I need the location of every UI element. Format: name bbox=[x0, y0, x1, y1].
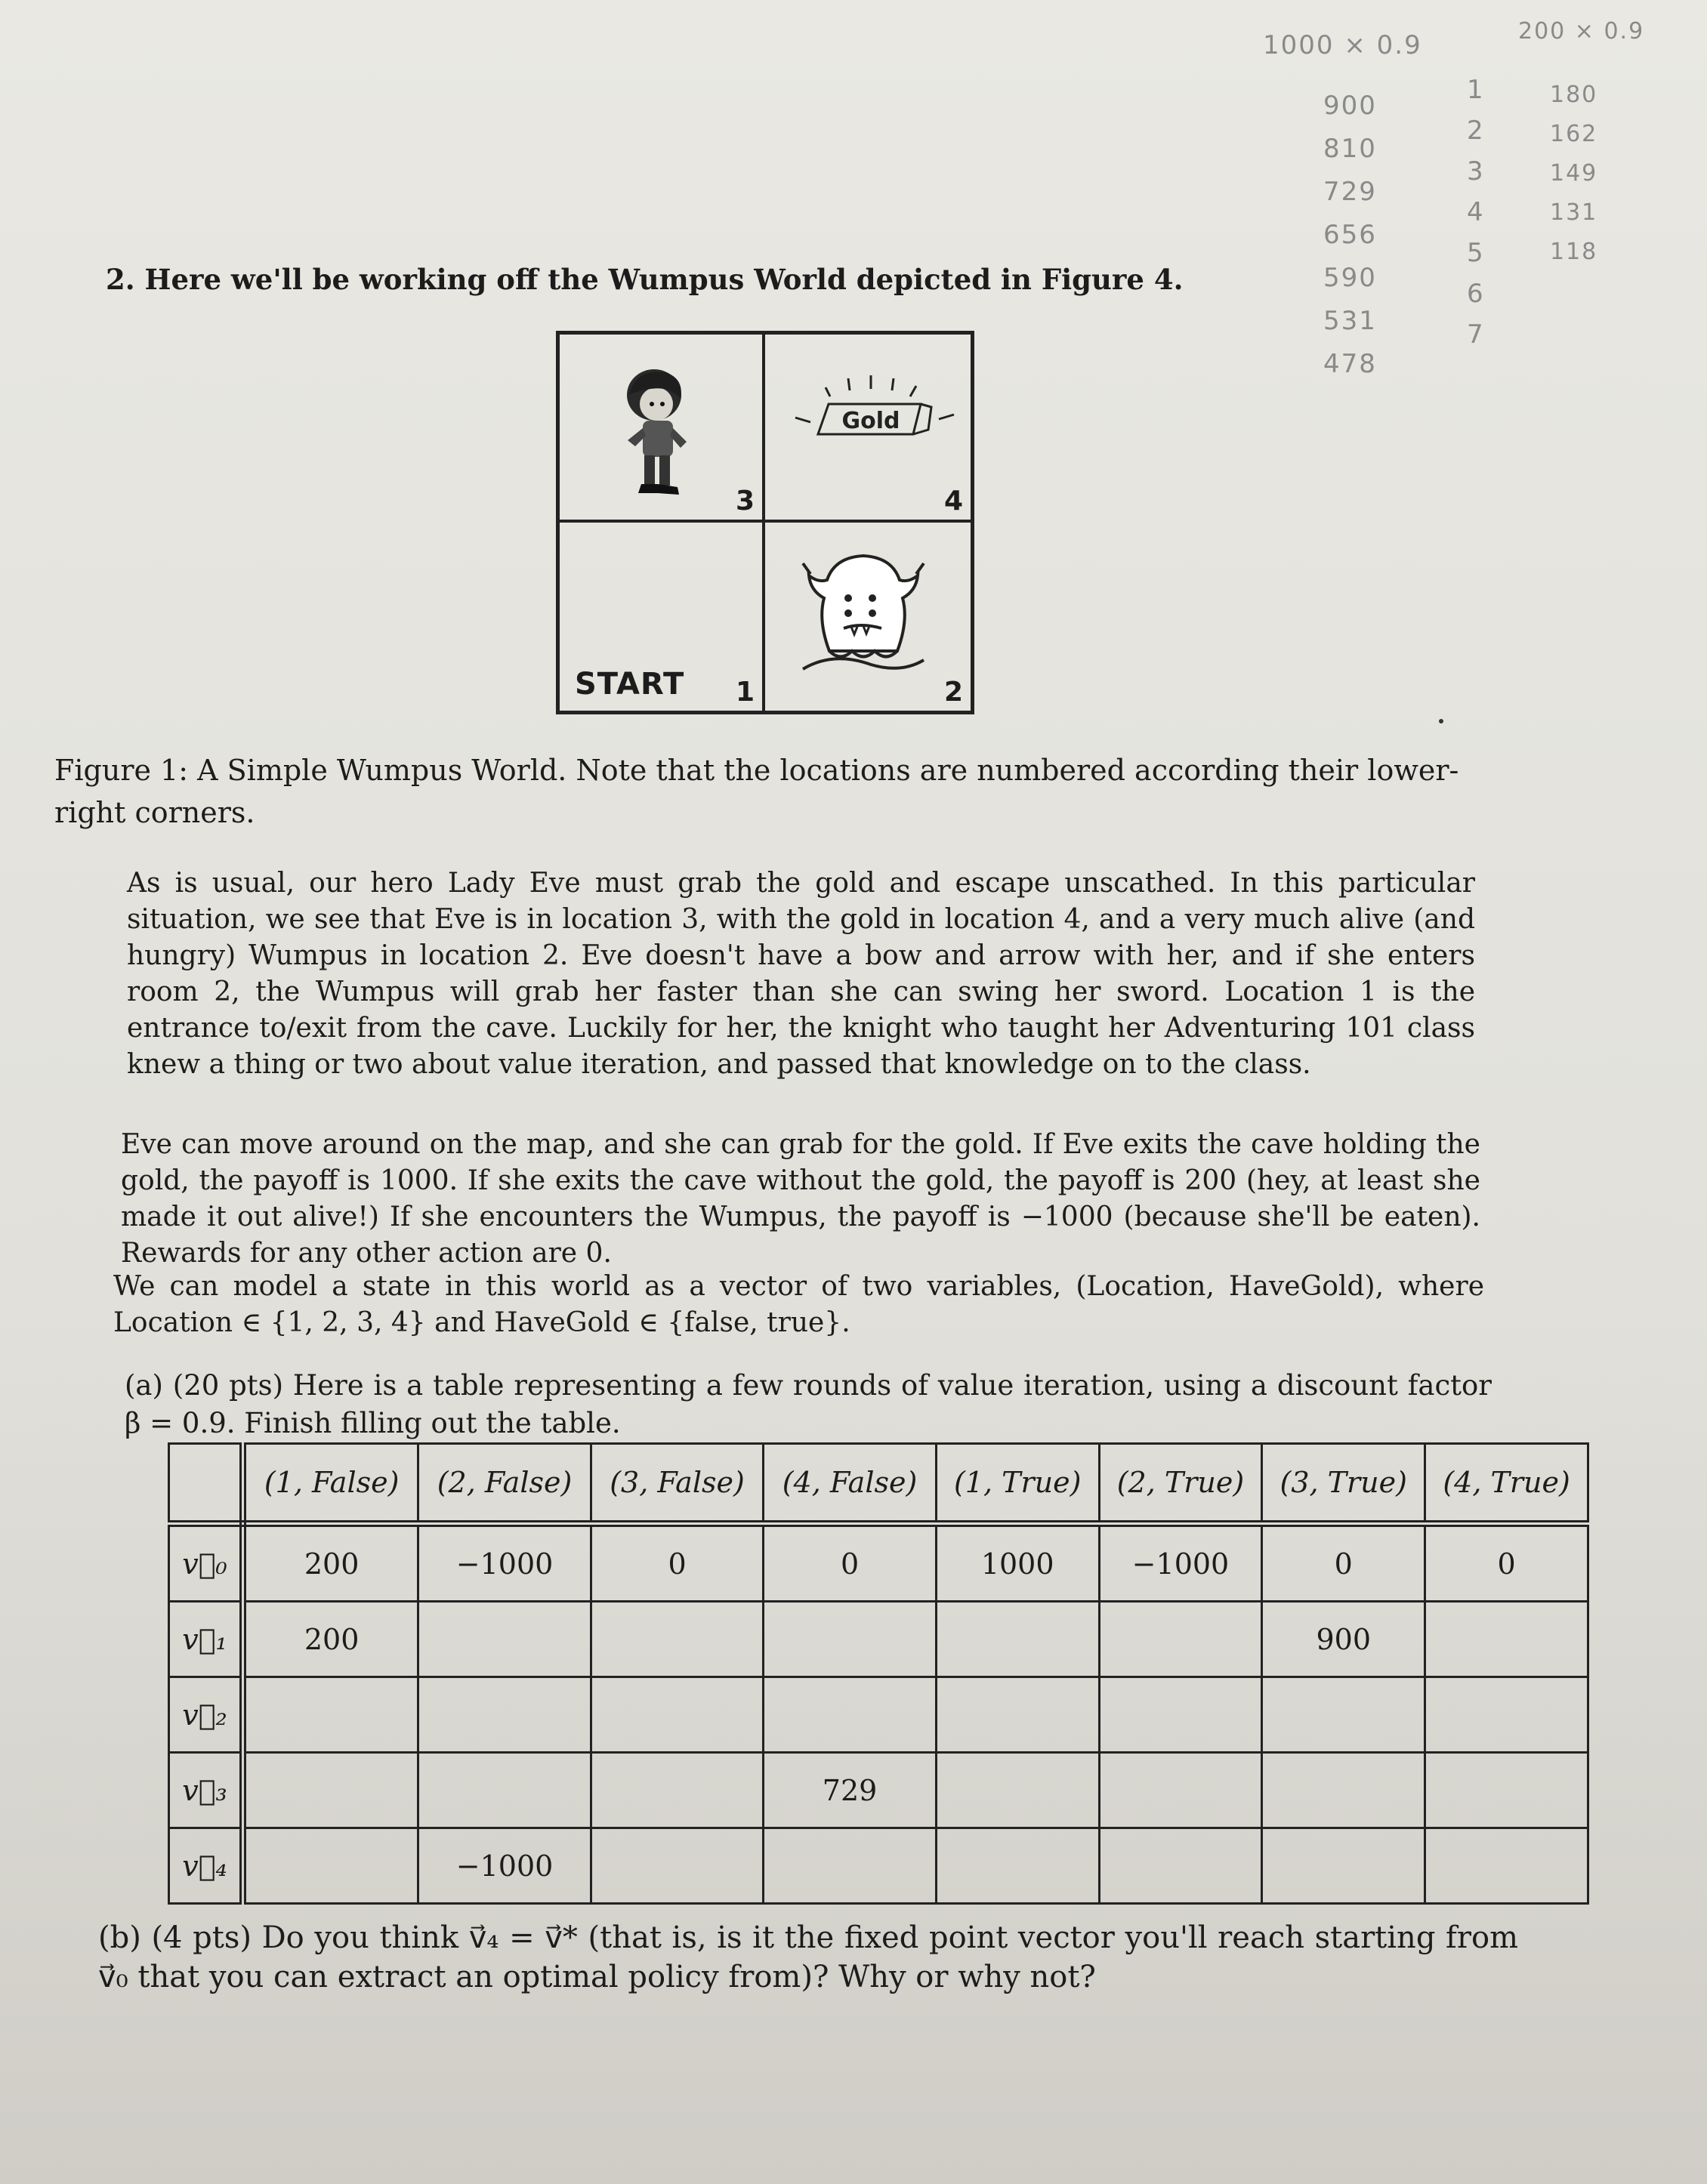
hw-value: 810 bbox=[1323, 134, 1377, 164]
hw-value: 5 bbox=[1467, 238, 1485, 268]
table-cell[interactable] bbox=[1262, 1753, 1425, 1828]
handwritten-column-3 bbox=[1550, 76, 1597, 272]
column-header: (3, True) bbox=[1262, 1444, 1425, 1524]
table-cell[interactable]: 0 bbox=[764, 1524, 937, 1602]
table-row bbox=[169, 1753, 1588, 1828]
handwritten-column-2 bbox=[1467, 69, 1485, 355]
table-cell[interactable] bbox=[936, 1677, 1099, 1753]
hw-value: 2 bbox=[1467, 116, 1485, 146]
table-header-row bbox=[169, 1444, 1588, 1524]
table-cell[interactable] bbox=[1425, 1677, 1588, 1753]
hero-eve-icon bbox=[613, 365, 711, 508]
table-cell[interactable] bbox=[591, 1753, 764, 1828]
gold-label: Gold bbox=[841, 408, 900, 434]
table-cell[interactable] bbox=[936, 1753, 1099, 1828]
table-row bbox=[169, 1828, 1588, 1904]
table-cell[interactable]: 0 bbox=[1425, 1524, 1588, 1602]
part-a-prompt: (a) (20 pts) Here is a table representing a few rounds of value iteration, using a discount factor β = 0.9. Finish filling out the table. bbox=[125, 1369, 1492, 1439]
row-label: v⃗₁ bbox=[169, 1602, 243, 1677]
hw-value: 656 bbox=[1323, 220, 1377, 250]
hw-value: 729 bbox=[1323, 177, 1377, 207]
table-cell[interactable] bbox=[1099, 1828, 1262, 1904]
hw-value: 1 bbox=[1467, 75, 1485, 105]
hw-value: 531 bbox=[1323, 306, 1377, 336]
row-label: v⃗₂ bbox=[169, 1677, 243, 1753]
room-number: 3 bbox=[735, 486, 755, 517]
row-label: v⃗₀ bbox=[169, 1524, 243, 1602]
hw-value: 3 bbox=[1467, 156, 1485, 187]
table-cell[interactable]: 729 bbox=[764, 1753, 937, 1828]
room-number: 1 bbox=[735, 677, 755, 708]
table-cell[interactable] bbox=[243, 1828, 418, 1904]
table-cell[interactable] bbox=[1099, 1753, 1262, 1828]
table-cell[interactable]: 200 bbox=[243, 1524, 418, 1602]
handwritten-header-left: 1000 × 0.9 bbox=[1263, 30, 1422, 60]
room-number: 4 bbox=[943, 486, 963, 517]
table-row bbox=[169, 1602, 1588, 1677]
table-cell[interactable] bbox=[418, 1677, 591, 1753]
part-b-prompt: (b) (4 pts) Do you think v⃗₄ = v⃗* (that is, is it the fixed point vector you'll reach starting from v⃗₀ that you can extract an optimal policy from)? Why or why not? bbox=[98, 1920, 1518, 1994]
table-cell[interactable]: 900 bbox=[1262, 1602, 1425, 1677]
table-cell[interactable] bbox=[243, 1677, 418, 1753]
handwritten-column-1 bbox=[1323, 85, 1377, 386]
column-header: (1, False) bbox=[243, 1444, 418, 1524]
table-row bbox=[169, 1677, 1588, 1753]
table-cell[interactable]: −1000 bbox=[418, 1524, 591, 1602]
table-cell[interactable] bbox=[591, 1677, 764, 1753]
handwritten-header-right: 200 × 0.9 bbox=[1518, 18, 1645, 45]
table-cell[interactable] bbox=[243, 1753, 418, 1828]
table-cell[interactable] bbox=[1425, 1828, 1588, 1904]
hw-value: 118 bbox=[1550, 239, 1598, 265]
payoff-paragraph: Eve can move around on the map, and she can grab for the gold. If Eve exits the cave holding the gold, the payoff is 1000. If she exits the cave without the gold, the payoff is 200 (hey, at least she made it out alive!) If she encounters the Wumpus, the payoff is −1000 (because she'll be eaten). Rewards for any other action are 0. bbox=[121, 1129, 1480, 1269]
table-cell[interactable] bbox=[1099, 1677, 1262, 1753]
hw-value: 590 bbox=[1323, 263, 1377, 293]
gold-icon bbox=[780, 365, 962, 455]
value-iteration-table bbox=[168, 1442, 1589, 1905]
hw-value: 162 bbox=[1550, 121, 1598, 147]
table-cell[interactable] bbox=[1099, 1602, 1262, 1677]
room-1 bbox=[560, 523, 765, 711]
state-model-paragraph: We can model a state in this world as a vector of two variables, (Location, HaveGold), where Location ∈ {1, 2, 3, 4} and HaveGold ∈ {false, true}. bbox=[113, 1271, 1484, 1338]
table-corner-cell bbox=[169, 1444, 243, 1524]
wumpus-world-figure bbox=[556, 331, 974, 714]
row-label: v⃗₄ bbox=[169, 1828, 243, 1904]
table-cell[interactable] bbox=[591, 1602, 764, 1677]
start-label: START bbox=[575, 667, 685, 702]
table-cell[interactable] bbox=[936, 1602, 1099, 1677]
hw-value: 4 bbox=[1467, 197, 1485, 227]
room-number: 2 bbox=[943, 677, 963, 708]
table-cell[interactable]: 200 bbox=[243, 1602, 418, 1677]
table-cell[interactable]: −1000 bbox=[1099, 1524, 1262, 1602]
table-cell[interactable] bbox=[1262, 1828, 1425, 1904]
table-cell[interactable] bbox=[1425, 1602, 1588, 1677]
room-4 bbox=[765, 335, 971, 523]
table-cell[interactable] bbox=[764, 1828, 937, 1904]
table-cell[interactable] bbox=[591, 1828, 764, 1904]
table-cell[interactable]: −1000 bbox=[418, 1828, 591, 1904]
intro-paragraph: As is usual, our hero Lady Eve must grab the gold and escape unscathed. In this particular situation, we see that Eve is in location 3, with the gold in location 4, and a very much alive (and hungry) Wumpus in location 2. Eve doesn't have a bow and arrow with her, and if she enters room 2, the Wumpus will grab her faster than she can swing her sword. Location 1 is the entrance to/exit from the cave. Luckily for her, the knight who taught her Adventuring 101 class knew a thing or two about value iteration, and passed that knowledge on to the class. bbox=[127, 868, 1475, 1080]
column-header: (4, False) bbox=[764, 1444, 937, 1524]
column-header: (1, True) bbox=[936, 1444, 1099, 1524]
table-cell[interactable] bbox=[1425, 1753, 1588, 1828]
wumpus-icon bbox=[788, 538, 939, 681]
stray-mark bbox=[1439, 719, 1443, 723]
table-cell[interactable] bbox=[764, 1602, 937, 1677]
table-cell[interactable]: 1000 bbox=[936, 1524, 1099, 1602]
table-row bbox=[169, 1524, 1588, 1602]
table-cell[interactable] bbox=[936, 1828, 1099, 1904]
room-3 bbox=[560, 335, 765, 523]
hw-value: 131 bbox=[1550, 199, 1598, 226]
hw-value: 478 bbox=[1323, 349, 1377, 379]
table-cell[interactable] bbox=[764, 1677, 937, 1753]
hw-value: 6 bbox=[1467, 279, 1485, 309]
figure-caption: Figure 1: A Simple Wumpus World. Note that the locations are numbered according their lower-right corners. bbox=[54, 754, 1459, 829]
room-2 bbox=[765, 523, 971, 711]
table-cell[interactable] bbox=[418, 1602, 591, 1677]
hw-value: 7 bbox=[1467, 319, 1485, 350]
hw-value: 900 bbox=[1323, 91, 1377, 121]
table-cell[interactable]: 0 bbox=[1262, 1524, 1425, 1602]
column-header: (3, False) bbox=[591, 1444, 764, 1524]
question-heading: 2. Here we'll be working off the Wumpus World depicted in Figure 4. bbox=[106, 263, 1184, 296]
column-header: (2, True) bbox=[1099, 1444, 1262, 1524]
hw-value: 149 bbox=[1550, 160, 1598, 187]
hw-value: 180 bbox=[1550, 82, 1598, 108]
column-header: (2, False) bbox=[418, 1444, 591, 1524]
table-cell[interactable] bbox=[418, 1753, 591, 1828]
row-label: v⃗₃ bbox=[169, 1753, 243, 1828]
table-cell[interactable] bbox=[1262, 1677, 1425, 1753]
table-cell[interactable]: 0 bbox=[591, 1524, 764, 1602]
column-header: (4, True) bbox=[1425, 1444, 1588, 1524]
